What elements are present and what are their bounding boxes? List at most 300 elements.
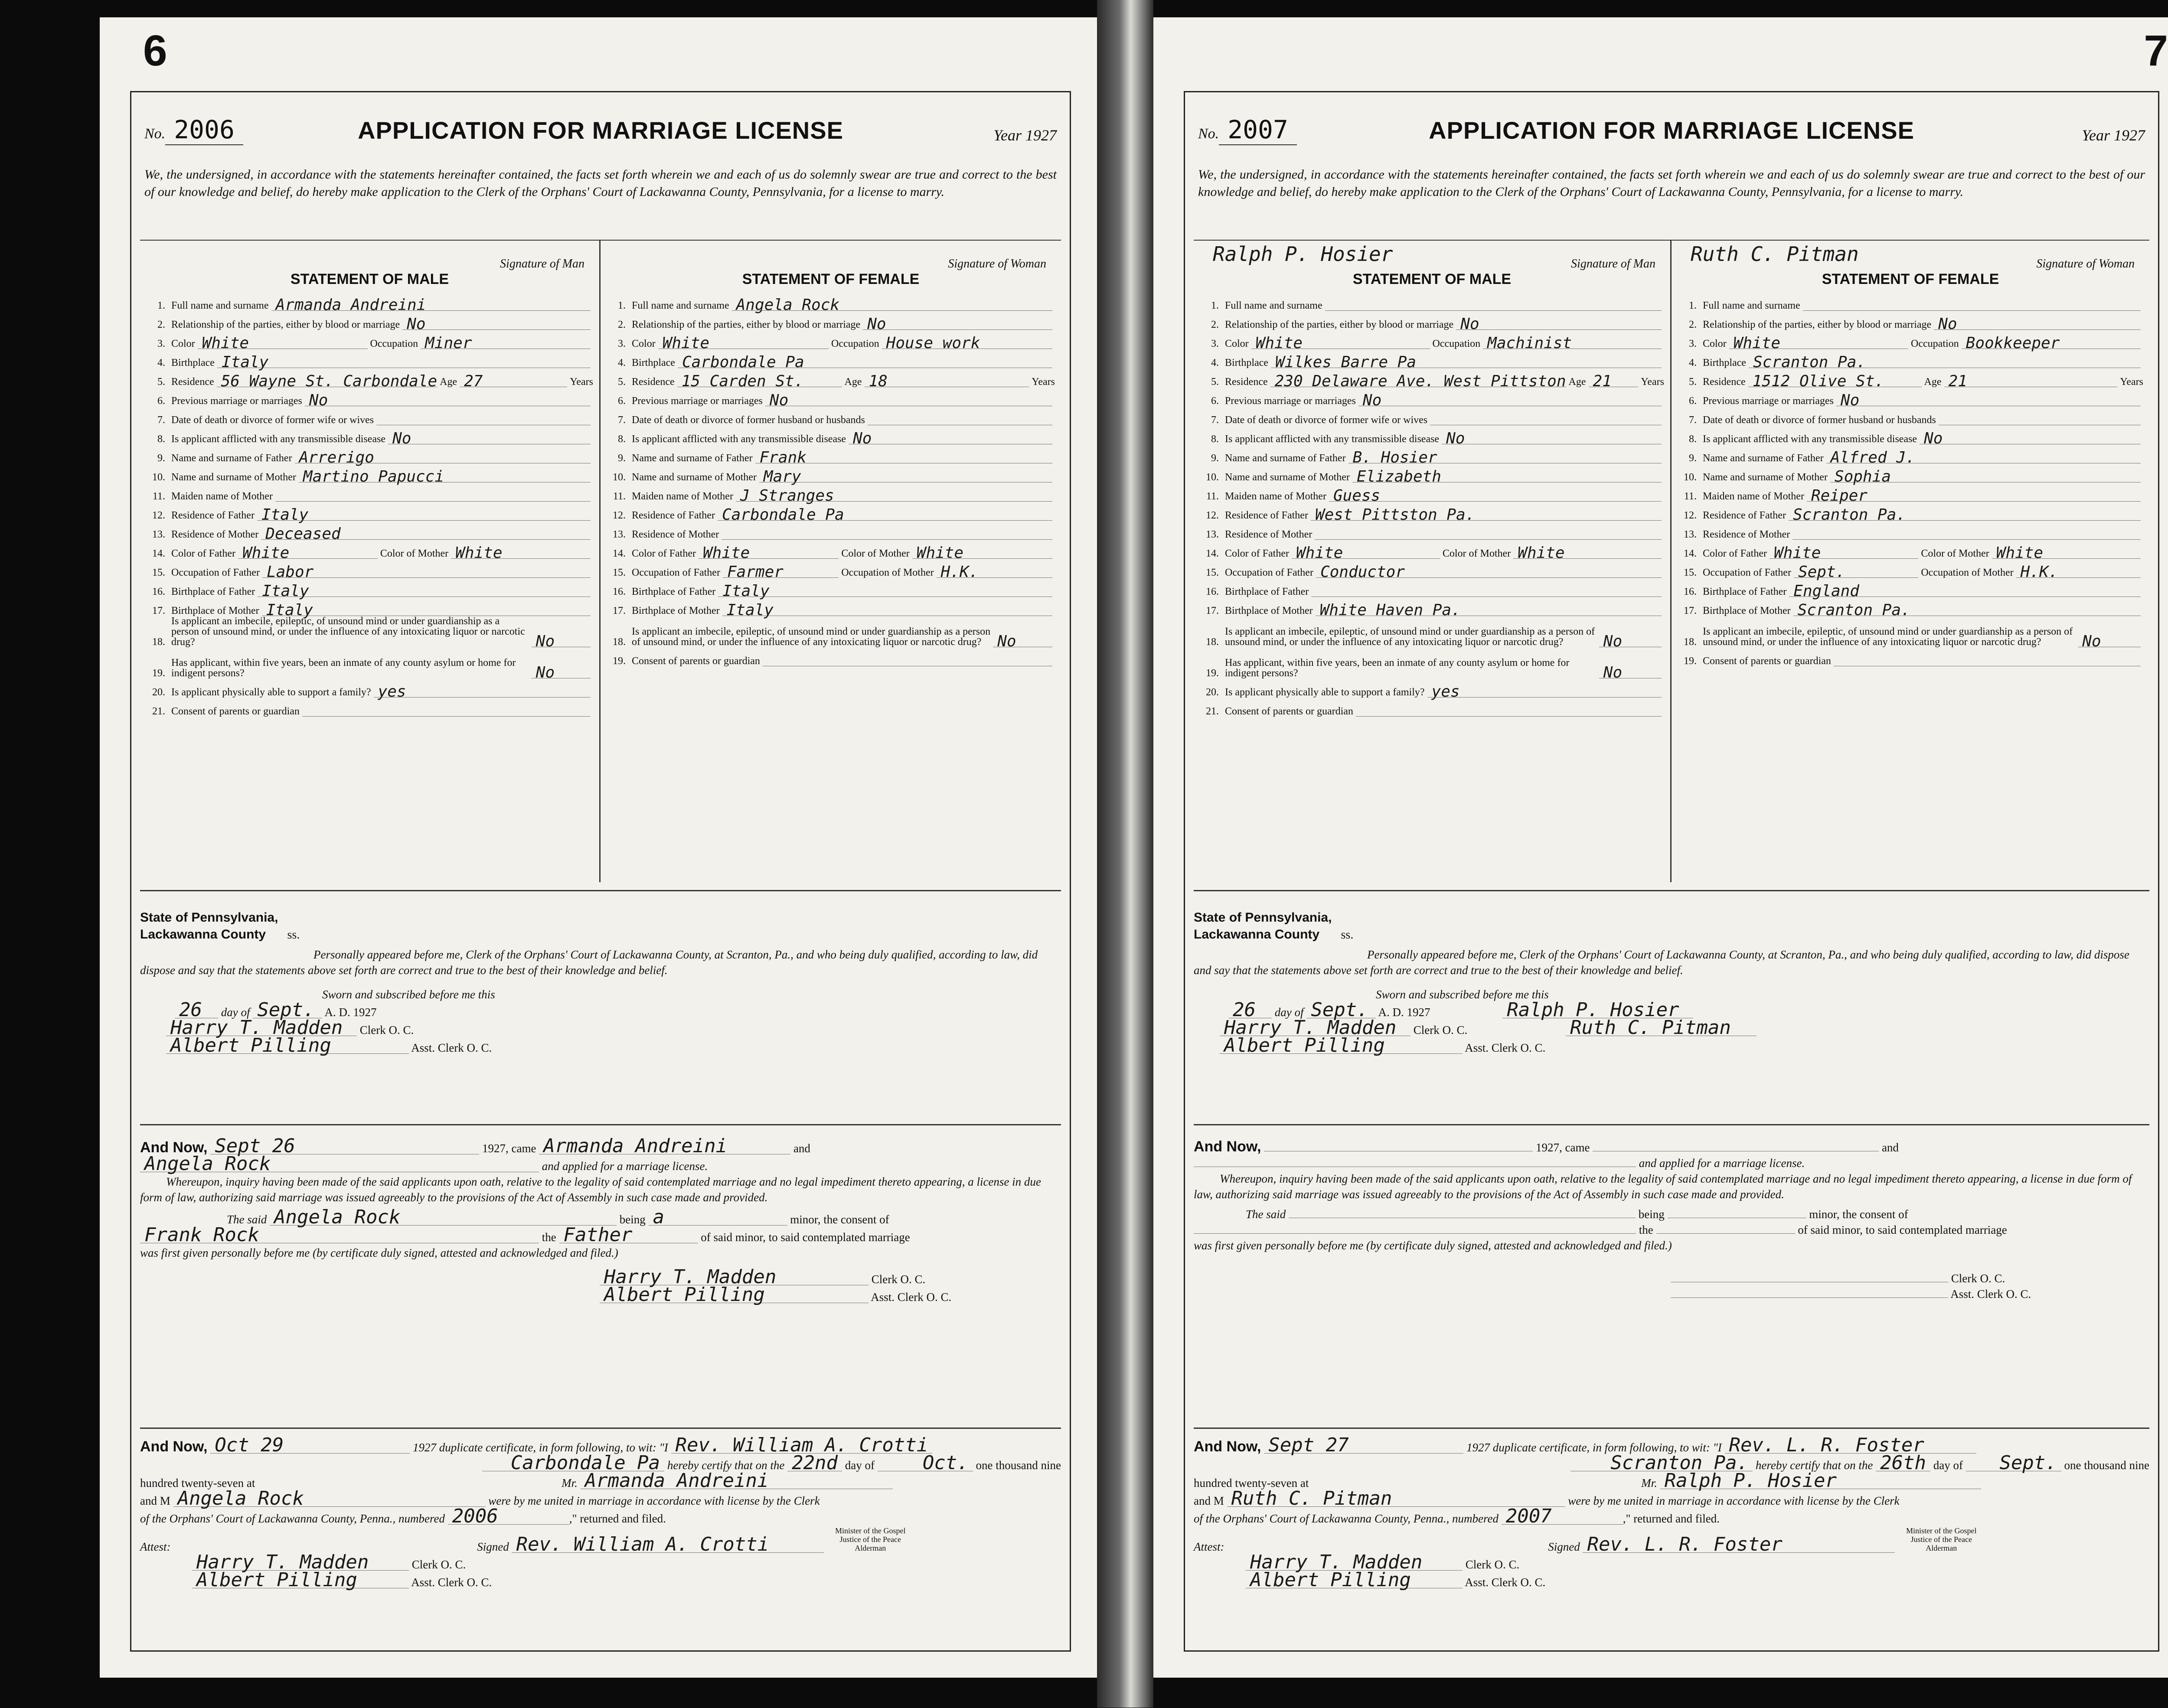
field-number: 7. [618, 414, 626, 426]
color-of-mother-label: Color of Mother [841, 548, 910, 559]
female-field-14 [1678, 540, 2143, 562]
field-number: 6. [157, 395, 165, 407]
field-label: Birthplace of Mother [171, 605, 259, 616]
field-number: 17. [1206, 605, 1219, 616]
field-number: 4. [157, 357, 165, 368]
field-label: Is applicant an imbecile, epileptic, of unsound mind or under guardianship as a person of unsound mind, or under the influence of any intoxicating liquor or narcotic drug? [1703, 626, 2073, 648]
field-number: 16. [1684, 586, 1697, 597]
field-number: 2. [1689, 319, 1697, 330]
field-label: Relationship of the parties, either by blood or marriage [1703, 319, 1932, 330]
field-value: Carbondale Pa [718, 510, 1052, 521]
field-number: 5. [1211, 376, 1219, 388]
field-value [1803, 310, 2141, 311]
numbered-line: of the Orphans' Court of Lackawanna County, Penna., numbered 2006 ," returned and filed. [140, 1505, 666, 1527]
field-value: White [238, 548, 378, 559]
field-number: 5. [157, 376, 165, 388]
female-field-5 [1678, 368, 2143, 390]
female-field-11 [1678, 482, 2143, 505]
sworn-date: 26 day of Sept. A. D. 1927 [175, 1002, 1061, 1020]
field-label: Is applicant afflicted with any transmissible disease [1225, 434, 1440, 445]
field-value: 1512 Olive St. [1748, 376, 1922, 387]
field-value: No [1934, 319, 2141, 330]
years-label: Years [2120, 376, 2143, 388]
field-label: Residence [632, 376, 675, 388]
male-field-18 [1200, 616, 1664, 650]
male-field-13 [146, 521, 593, 543]
signed-line: Attest: Signed Rev. William A. Crotti Minister of the Gospel Justice of the Peace Alderman [140, 1526, 906, 1555]
field-number: 10. [152, 472, 165, 483]
female-field-3 [1678, 330, 2143, 352]
field-number: 18. [1206, 636, 1219, 648]
field-label: Is applicant afflicted with any transmissible disease [171, 434, 386, 445]
and-now-line: And Now, 1927, came and [1194, 1138, 1899, 1155]
occupation-label: Occupation [1432, 338, 1481, 349]
application-number: No. 2006 [144, 115, 243, 144]
field-label: Residence of Mother [171, 529, 259, 540]
field-value: No [765, 395, 1052, 406]
field-label: Maiden name of Mother [1225, 491, 1326, 502]
age-value: 27 [460, 376, 567, 387]
field-number: 16. [1206, 586, 1219, 597]
field-number: 15. [613, 567, 626, 578]
minor-line: The said being minor, the consent of [1246, 1208, 1908, 1221]
certificate-section [1194, 1428, 2149, 1646]
years-label: Years [1641, 376, 1664, 388]
field-label: Has applicant, within five years, been an inmate of any county asylum or home for indigent persons? [1225, 657, 1570, 679]
field-value: White [198, 338, 368, 349]
field-value: Italy [722, 605, 1052, 616]
field-label: Name and surname of Mother [632, 472, 757, 483]
affidavit-text: Personally appeared before me, Clerk of the Orphans' Court of Lackawanna County, at Scranton, Pa., and who being duly qualified, according to law, did dispose and say that the statements above set forth are correct and true to the best of their knowledge and belief. [1194, 948, 2129, 977]
license-issued-section [140, 1124, 1061, 1429]
male-field-14 [146, 540, 593, 562]
field-number: 2. [1211, 319, 1219, 330]
field-number: 5. [1689, 376, 1697, 388]
color-of-mother-label: Color of Mother [1442, 548, 1511, 559]
field-value: Armanda Andreini [271, 300, 591, 311]
state-heading: State of Pennsylvania, Lackawanna County ss. [140, 910, 300, 942]
field-value: White [699, 548, 839, 559]
female-field-9 [607, 444, 1055, 466]
female-field-7 [607, 406, 1055, 425]
female-field-15 [1678, 559, 2143, 581]
field-value: White [1729, 338, 1908, 349]
female-fields [1678, 292, 2143, 666]
clerk-signature-2: Clerk O. C. [1671, 1271, 2149, 1286]
field-value: Scranton Pa. [1789, 510, 2141, 521]
field-number: 1. [1689, 300, 1697, 311]
field-number: 10. [613, 472, 626, 483]
field-value: No [1836, 395, 2141, 406]
occupation-label: Occupation [370, 338, 418, 349]
field-label: Residence of Father [632, 510, 715, 521]
field-value: Deceased [261, 529, 591, 540]
book-gutter [1097, 0, 1153, 1708]
hereby-line: Carbondale Pa hereby certify that on the 22nd day of Oct. one thousand nine [140, 1455, 1061, 1473]
field-number: 19. [613, 655, 626, 667]
occupation-value: Bookkeeper [1962, 338, 2141, 349]
field-value: No [1456, 319, 1662, 330]
hereby-line: Scranton Pa. hereby certify that on the 26th day of Sept. one thousand nine [1194, 1455, 2149, 1473]
field-number: 12. [1206, 510, 1219, 521]
field-number: 7. [157, 414, 165, 426]
field-number: 14. [613, 548, 626, 559]
duplicate-line: And Now, Sept 27 1927 duplicate certificate, in form following, to wit: "I Rev. L. R. Foster [1194, 1437, 2149, 1455]
affiant-2: Ruth C. Pitman [1566, 1020, 1757, 1036]
field-number: 3. [1689, 338, 1697, 349]
hundred-line: hundred twenty-seven at Mr. Ralph P. Hosier [1194, 1473, 2149, 1491]
field-label: Name and surname of Mother [171, 472, 296, 483]
field-value: No [863, 319, 1052, 330]
preamble: We, the undersigned, in accordance with the statements hereinafter contained, the facts set forth wherein we and each of us do solemnly swear are true and correct to the best of our knowledge and belief, do hereby make application to the Clerk of the Orphans' Court of Lackawanna County, Pennsylvania, for a license to marry. [1198, 167, 2145, 199]
field-label: Consent of parents or guardian [1225, 706, 1353, 717]
field-value: 56 Wayne St. Carbondale [217, 376, 438, 387]
signature-of-man: Signature of Man [500, 257, 584, 271]
field-label: Residence [1225, 376, 1268, 388]
age-label: Age [1924, 376, 1942, 388]
age-label: Age [844, 376, 862, 388]
occupation-value: Machinist [1483, 338, 1662, 349]
field-value: J Stranges [736, 491, 1052, 502]
male-field-1 [1200, 292, 1664, 311]
signature-of-woman: Signature of Woman [948, 257, 1046, 271]
asst-clerk-signature: Albert Pilling Asst. Clerk O. C. [1220, 1038, 2149, 1056]
clerk-signature: Harry T. Madden Clerk O. C. [166, 1020, 1061, 1038]
field-number: 18. [1684, 636, 1697, 648]
field-label: Birthplace [1703, 357, 1746, 368]
field-label: Name and surname of Father [632, 453, 753, 464]
field-value: yes [374, 687, 591, 698]
field-value: No [402, 319, 591, 330]
field-number: 4. [1689, 357, 1697, 368]
form-title: APPLICATION FOR MARRIAGE LICENSE [1429, 117, 1914, 144]
field-number: 3. [1211, 338, 1219, 349]
statement-of-male [1194, 241, 1672, 882]
field-label: Residence of Mother [1225, 529, 1313, 540]
field-value: Arrerigo [295, 453, 591, 463]
male-field-7 [146, 406, 593, 425]
statement-female-heading: STATEMENT OF FEMALE [742, 271, 920, 287]
field-label: Relationship of the parties, either by blood or marriage [632, 319, 861, 330]
male-field-20 [146, 678, 593, 701]
field-number: 2. [618, 319, 626, 330]
field-number: 14. [152, 548, 165, 559]
female-field-11 [607, 482, 1055, 505]
male-field-16 [146, 578, 593, 600]
application-form [130, 91, 1071, 1652]
preamble: We, the undersigned, in accordance with the statements hereinafter contained, the facts set forth wherein we and each of us do solemnly swear are true and correct to the best of our knowledge and belief, do hereby make application to the Clerk of the Orphans' Court of Lackawanna County, Pennsylvania, for a license to marry. [144, 167, 1057, 199]
field-label: Is applicant physically able to support a family? [171, 687, 371, 698]
statements [140, 240, 1061, 882]
field-label: Name and surname of Mother [1703, 472, 1828, 483]
field-number: 7. [1689, 414, 1697, 426]
field-number: 1. [157, 300, 165, 311]
field-label: Color of Father [1703, 548, 1767, 559]
consent-line: Frank Rock the Father of said minor, to said contemplated marriage [140, 1227, 1061, 1245]
field-number: 4. [618, 357, 626, 368]
field-value: Italy [258, 586, 591, 597]
female-field-19 [1678, 647, 2143, 666]
attest-asst: Albert Pilling Asst. Clerk O. C. [1246, 1572, 2149, 1590]
female-field-8 [607, 425, 1055, 447]
field-value: Labor [262, 567, 591, 578]
field-value: Scranton Pa. [1793, 605, 2141, 616]
affidavit-section [1194, 890, 2149, 1125]
signature-of-woman: Ruth C. Pitman Signature of Woman [1691, 242, 2135, 271]
field-label: Color [1703, 338, 1727, 349]
years-label: Years [1032, 376, 1055, 388]
field-number: 17. [152, 605, 165, 616]
field-label: Consent of parents or guardian [1703, 655, 1831, 667]
field-value: Italy [257, 510, 591, 521]
field-label: Name and surname of Mother [1225, 472, 1350, 483]
female-field-15 [607, 559, 1055, 581]
field-number: 10. [1206, 472, 1219, 483]
affidavit-text: Personally appeared before me, Clerk of the Orphans' Court of Lackawanna County, at Scranton, Pa., and who being duly qualified, according to law, did dispose and say that the statements above set forth are correct and true to the best of their knowledge and belief. [140, 948, 1038, 977]
field-number: 4. [1211, 357, 1219, 368]
field-label: Color of Father [1225, 548, 1289, 559]
female-field-16 [607, 578, 1055, 600]
field-label: Relationship of the parties, either by blood or marriage [1225, 319, 1454, 330]
field-value: Angela Rock [732, 300, 1052, 311]
statements [1194, 240, 2149, 882]
field-number: 2. [157, 319, 165, 330]
clerk-signature: Harry T. Madden Clerk O. C. Ruth C. Pitman [1220, 1020, 2149, 1038]
field-number: 13. [152, 529, 165, 540]
field-label: Residence [171, 376, 214, 388]
color-of-mother-value: White [912, 548, 1052, 559]
male-field-20 [1200, 678, 1664, 701]
female-field-7 [1678, 406, 2143, 425]
color-of-mother-label: Color of Mother [380, 548, 449, 559]
occupation-of-mother-label: Occupation of Mother [841, 567, 934, 578]
age-value: 21 [1589, 376, 1639, 387]
male-field-8 [1200, 425, 1664, 447]
field-number: 13. [1684, 529, 1697, 540]
attest-clerk: Harry T. Madden Clerk O. C. [1246, 1555, 2149, 1572]
female-field-14 [607, 540, 1055, 562]
male-field-3 [1200, 330, 1664, 352]
color-of-mother-value: White [1513, 548, 1662, 559]
male-fields [1200, 292, 1664, 717]
field-number: 6. [1689, 395, 1697, 407]
field-label: Full name and surname [1703, 300, 1800, 311]
female-field-18 [1678, 616, 2143, 650]
field-value: No [1599, 668, 1662, 678]
consent-line: the of said minor, to said contemplated marriage [1194, 1222, 2149, 1238]
attest-clerk: Harry T. Madden Clerk O. C. [192, 1555, 1061, 1572]
statement-male-heading: STATEMENT OF MALE [290, 271, 449, 287]
sworn-label: Sworn and subscribed before me this [1376, 988, 1549, 1001]
field-value: No [1442, 434, 1662, 444]
field-value [1356, 716, 1662, 717]
field-value: No [305, 395, 591, 406]
certificate-section [140, 1428, 1061, 1646]
female-field-6 [1678, 387, 2143, 409]
male-field-21 [146, 698, 593, 717]
field-number: 19. [152, 668, 165, 679]
male-field-9 [1200, 444, 1664, 466]
page-number: 6 [143, 26, 167, 75]
field-number: 8. [1211, 434, 1219, 445]
female-field-2 [1678, 311, 2143, 333]
statement-of-male [140, 241, 601, 882]
field-number: 3. [157, 338, 165, 349]
occupation-value: Miner [421, 338, 591, 349]
asst-clerk-signature-2: Asst. Clerk O. C. [1671, 1286, 2149, 1302]
application-form [1184, 91, 2159, 1652]
field-number: 14. [1684, 548, 1697, 559]
clerk-signature-2: Harry T. Madden Clerk O. C. [600, 1269, 1061, 1287]
field-label: Residence of Father [171, 510, 255, 521]
field-value: No [1358, 395, 1662, 406]
field-value [1325, 310, 1662, 311]
female-field-19 [607, 647, 1055, 666]
field-value: White [1251, 338, 1430, 349]
attest-asst: Albert Pilling Asst. Clerk O. C. [192, 1572, 1061, 1590]
field-number: 9. [1689, 453, 1697, 464]
field-value: Elizabeth [1352, 472, 1662, 482]
field-number: 6. [618, 395, 626, 407]
male-field-12 [1200, 502, 1664, 524]
field-value: B. Hosier [1348, 453, 1662, 463]
field-number: 21. [1206, 706, 1219, 717]
minor-line: The said Angela Rock being a minor, the consent of [227, 1206, 889, 1228]
occupation-of-mother-value: H.K. [937, 567, 1052, 578]
female-field-17 [1678, 597, 2143, 619]
male-field-17 [1200, 597, 1664, 619]
field-value: 230 Delaware Ave. West Pittston [1270, 376, 1566, 387]
first-given-text: was first given personally before me (by certificate duly signed, attested and acknowledged and filed.) [1194, 1239, 1672, 1252]
field-value [1315, 539, 1662, 540]
statement-of-female [601, 241, 1061, 882]
occupation-label: Occupation [831, 338, 879, 349]
field-number: 14. [1206, 548, 1219, 559]
numbered-line: of the Orphans' Court of Lackawanna County, Penna., numbered 2007 ," returned and filed. [1194, 1505, 1720, 1527]
field-number: 17. [613, 605, 626, 616]
female-field-16 [1678, 578, 2143, 600]
occupation-value: House work [882, 338, 1052, 349]
field-number: 8. [1689, 434, 1697, 445]
female-field-3 [607, 330, 1055, 352]
field-number: 8. [157, 434, 165, 445]
field-label: Occupation of Father [1225, 567, 1313, 578]
and-m-line: and M Ruth C. Pitman were by me united in marriage in accordance with license by the Clerk [1194, 1487, 1900, 1509]
male-field-8 [146, 425, 593, 447]
female-field-9 [1678, 444, 2143, 466]
field-label: Birthplace of Mother [1703, 605, 1791, 616]
field-value: Sophia [1830, 472, 2141, 482]
field-number: 9. [1211, 453, 1219, 464]
field-value: No [532, 668, 591, 678]
and-name-line: Angela Rock and applied for a marriage license. [140, 1156, 1061, 1174]
age-label: Age [440, 376, 457, 388]
field-label: Residence [1703, 376, 1746, 388]
field-label: Consent of parents or guardian [171, 706, 300, 717]
field-label: Is applicant an imbecile, epileptic, of unsound mind or under guardianship as a person of unsound mind, or under the influence of any intoxicating liquor or narcotic drug? [632, 626, 991, 648]
male-field-18 [146, 616, 593, 650]
field-label: Birthplace of Father [171, 586, 255, 597]
years-label: Years [570, 376, 593, 388]
form-year: Year 1927 [2082, 127, 2145, 144]
field-value: Alfred J. [1826, 453, 2141, 463]
occupation-of-mother-label: Occupation of Mother [1921, 567, 2014, 578]
field-value: Italy [718, 586, 1052, 597]
field-number: 15. [1206, 567, 1219, 578]
field-label: Name and surname of Father [1225, 453, 1346, 464]
field-value: No [993, 636, 1052, 647]
form-header [1198, 110, 2145, 149]
field-value: Scranton Pa. [1749, 357, 2141, 368]
page-number: 7 [2144, 26, 2168, 75]
field-number: 9. [618, 453, 626, 464]
field-number: 21. [152, 706, 165, 717]
state-heading: State of Pennsylvania, Lackawanna County ss. [1194, 910, 1354, 942]
male-field-19 [146, 647, 593, 681]
field-label: Previous marriage or marriages [1225, 395, 1356, 407]
affidavit-section [140, 890, 1061, 1125]
field-value [1311, 596, 1662, 597]
field-label: Occupation of Father [632, 567, 720, 578]
field-label: Is applicant afflicted with any transmissible disease [1703, 434, 1917, 445]
asst-clerk-signature: Albert Pilling Asst. Clerk O. C. [166, 1038, 1061, 1056]
field-value: Mary [759, 472, 1052, 482]
field-number: 20. [1206, 687, 1219, 698]
male-field-14 [1200, 540, 1664, 562]
age-label: Age [1568, 376, 1586, 388]
field-value: White [658, 338, 829, 349]
form-year: Year 1927 [993, 127, 1057, 144]
color-of-mother-value: White [1992, 548, 2141, 559]
field-value [722, 539, 1052, 540]
field-label: Birthplace of Mother [632, 605, 720, 616]
occupation-label: Occupation [1911, 338, 1959, 349]
female-field-17 [607, 597, 1055, 619]
field-number: 11. [1684, 491, 1697, 502]
female-field-18 [607, 616, 1055, 650]
male-field-15 [146, 559, 593, 581]
female-field-13 [1678, 521, 2143, 540]
right-page [1153, 17, 2168, 1678]
field-label: Has applicant, within five years, been an inmate of any county asylum or home for indigent persons? [171, 657, 516, 679]
field-value: No [1920, 434, 2141, 444]
female-field-1 [607, 292, 1055, 314]
field-value: Reiper [1807, 491, 2141, 502]
and-now-line: And Now, Sept 26 1927, came Armanda Andreini and [140, 1135, 810, 1157]
field-number: 13. [613, 529, 626, 540]
male-field-7 [1200, 406, 1664, 425]
field-label: Occupation of Father [171, 567, 260, 578]
field-label: Residence of Father [1225, 510, 1308, 521]
age-value: 18 [865, 376, 1029, 387]
field-label: Is applicant afflicted with any transmissible disease [632, 434, 846, 445]
female-fields [607, 292, 1055, 666]
male-field-9 [146, 444, 593, 466]
field-number: 13. [1206, 529, 1219, 540]
field-number: 6. [1211, 395, 1219, 407]
license-issued-section [1194, 1124, 2149, 1429]
male-field-2 [1200, 311, 1664, 333]
field-value: Italy [217, 357, 591, 368]
field-label: Is applicant an imbecile, epileptic, of unsound mind or under guardianship as a person of unsound mind, or under the influence of any intoxicating liquor or narcotic drug? [171, 616, 525, 648]
field-value: No [532, 636, 591, 647]
sworn-label: Sworn and subscribed before me this [322, 988, 495, 1001]
color-of-mother-label: Color of Mother [1921, 548, 1989, 559]
field-number: 16. [613, 586, 626, 597]
field-label: Consent of parents or guardian [632, 655, 760, 667]
field-label: Full name and surname [632, 300, 729, 311]
asst-clerk-signature-2: Albert Pilling Asst. Clerk O. C. [600, 1287, 1061, 1305]
